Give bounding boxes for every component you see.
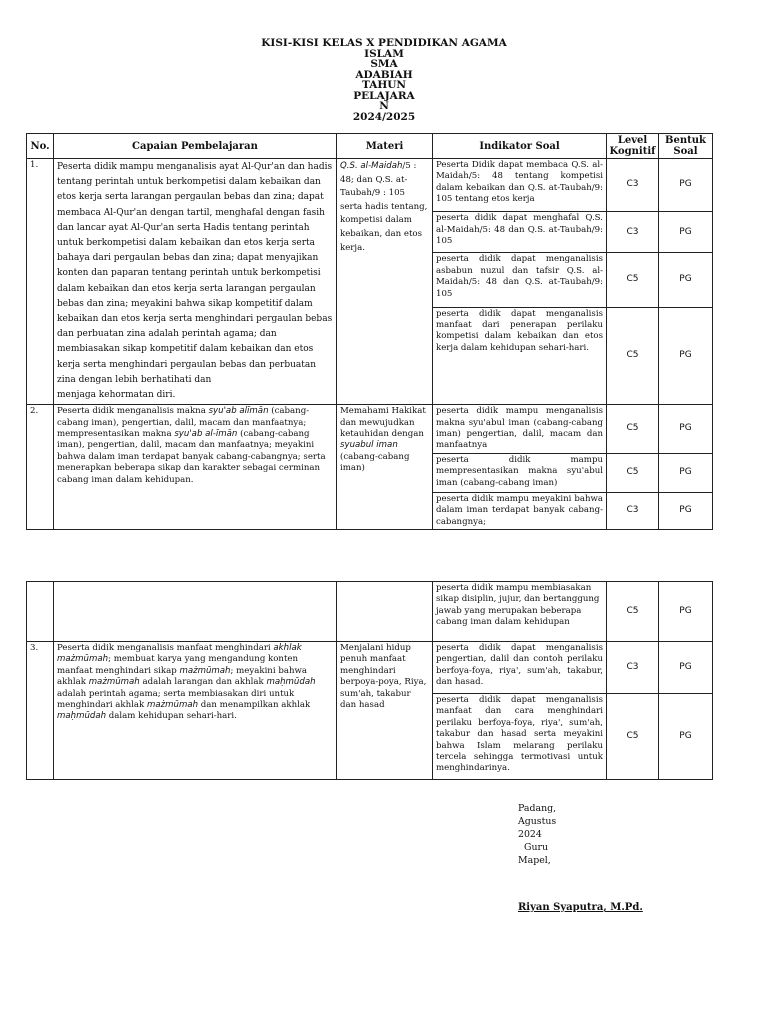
capaian-term: mażmūmah [88,677,140,688]
indikator-text-end: cabang iman dalam kehidupan [436,617,570,628]
title-line: ISLAM [364,47,404,60]
table-row [27,159,713,212]
capaian-text: adalah perintah agama; serta membiasakan diri untuk menghindari akhlak [57,688,295,711]
materi-cell [337,405,433,530]
signature-month: Agustus [518,816,557,827]
level-cell: C3 [607,159,659,212]
table-row [27,582,713,642]
capaian-term: maḥmūdah [57,711,107,722]
table-row [27,405,713,454]
indikator-cell: peserta didik dapat menghafal Q.S. al-Maidah/5: 48 dan Q.S. at-Taubah/9: 105 [433,212,607,253]
capaian-text: ; membuat karya yang mengandung konten manfaat menghindari sikap [57,654,299,676]
level-cell: C5 [607,405,659,454]
capaian-text: ; meyakini bahwa akhlak [57,665,307,688]
title-line: KISI-KISI KELAS X PENDIDIKAN AGAMA [261,37,507,49]
materi-cell-empty [337,582,433,642]
indikator-cell: peserta didik dapat menganalisis pengertian, dalil dan contoh perilaku berfoya-foya, riya', sum'ah, takabur, dan hasad. [433,642,607,694]
capaian-text: (cabang-cabang iman), pengertian, dalil, macam dan manfaatnya; mempresentasikan makna [57,406,310,440]
kisi-kisi-table [26,133,713,530]
materi-text: (cabang-cabang iman) [340,451,410,474]
capaian-text: adalah larangan dan akhlak [139,677,267,688]
table-row [27,642,713,694]
row-number: 1. [27,159,54,405]
title-line: PELAJARA [353,89,415,102]
capaian-text: (cabang-cabang iman), pengertian, dalil, macam dan manfaatnya; meyakini bahwa dalam iman terdapat banyak cabang-cabangnya; serta menerapkan beberapa sikap dan karakter sebagai cerminan cabang iman dalam kehidupan. [57,429,326,485]
signature-year: 2024 [518,829,542,840]
bentuk-cell: PG [659,492,713,529]
capaian-cell [54,159,337,405]
capaian-text: Peserta didik mampu menganalisis ayat Al-Qur'an dan hadis tentang perintah untuk berkompetisi dalam kebaikan dan etos kerja serta larangan pergaulan bebas dan zina; dapat membaca Al-Qur'an dengan tartil, menghafal dengan fasih dan lancar ayat Al-Qur'an serta Hadis tentang perintah untuk berkompetisi dalam kebaikan dan etos kerja serta bahaya dari pergaulan bebas dan zina; dapat menyajikan konten dan paparan tentang perintah untuk berkompetisi dalam kebaikan dan etos kerja serta larangan pergaulan bebas dan zina; meyakini bahwa sikap kompetitif dalam kebaikan dan etos kerja serta menghindari pergaulan bebas dan perbuatan zina adalah perintah agama; dan membiasakan sikap kompetitif dalam kebaikan dan etos kerja serta menghindari pergaulan bebas dan perbuatan zina dengan lebih berhatihati dan [57,162,333,385]
header-no: No. [27,134,54,159]
capaian-text: dalam kehidupan sehari-hari. [106,711,237,722]
bentuk-cell: PG [659,212,713,253]
title-line: TAHUN [361,79,407,91]
indikator-cell: peserta didik mampu meyakini bahwa dalam iman terdapat banyak cabang-cabangnya; [433,492,607,529]
level-cell: C5 [607,582,659,642]
level-cell: C3 [607,212,659,253]
capaian-term: maḥmūdah [266,677,316,688]
signer-name: Riyan Syaputra, M.Pd. [518,902,643,913]
indikator-cell: peserta didik dapat menganalisis manfaat dari penerapan perilaku kompetisi dalam kebaikan dan etos kerja dalam kehidupan sehari-hari. [433,307,607,405]
indikator-cell: peserta didik dapat menganalisis manfaat dan cara menghindari perilaku berfoya-foya, riya', sum'ah, takabur dan hasad serta meyakini bahwa Islam melarang perilaku tercela sehingga termotivasi untuk menghindarinya. [433,694,607,780]
row-number-empty [27,582,54,642]
indikator-cell: peserta didik mampu menganalisis makna syu'abul iman (cabang-cabang iman) pengertian, dalil, macam dan manfaatnya [433,405,607,454]
document-title [0,38,768,122]
header-level: Level Kognitif [607,134,659,159]
indikator-cell [433,582,607,642]
row-number: 2. [27,405,54,530]
level-cell: C5 [607,453,659,492]
header-indikator: Indikator Soal [433,134,607,159]
kisi-kisi-table-continued [26,581,713,780]
materi-italic: Q.S. al-Maidah [340,161,403,171]
bentuk-cell: PG [659,405,713,454]
bentuk-cell: PG [659,453,713,492]
level-cell: C5 [607,253,659,307]
bentuk-cell: PG [659,253,713,307]
row-number: 3. [27,642,54,780]
capaian-cell [54,405,337,530]
materi-text: Memahami Hakikat dan mewujudkan ketauhidan dengan [340,406,426,440]
capaian-cell-empty [54,582,337,642]
header-bentuk: Bentuk Soal [659,134,713,159]
indikator-cell: peserta didik mampu mempresentasikan makna syu'abul iman (cabang-cabang iman) [433,453,607,492]
materi-cell: Menjalani hidup penuh manfaat menghindari berpoya-poya, Riya, sum'ah, takabur dan hasad [337,642,433,780]
level-cell: C3 [607,492,659,529]
signature-block [518,802,556,867]
capaian-text: Peserta didik menganalisis manfaat menghindari [57,643,274,653]
bentuk-cell: PG [659,694,713,780]
materi-text: /5 : 48; dan Q.S. at- Taubah/9 : 105 serta hadis tentang, kompetisi dalam kebaikan, dan etos kerja. [340,161,428,253]
bentuk-cell: PG [659,582,713,642]
capaian-term: mażmūmah [146,700,199,711]
level-cell: C5 [607,694,659,780]
bentuk-cell: PG [659,159,713,212]
header-materi: Materi [337,134,433,159]
title-line: SMA [370,58,398,70]
signature-role-2: Mapel, [518,855,551,866]
table-header-row [27,134,713,159]
capaian-term: mażmūmah [179,665,231,676]
title-line: ADABIAH [355,68,413,81]
capaian-term: syu'ab al-īmān [174,429,238,440]
capaian-text: dan menampilkan akhlak [198,700,311,711]
indikator-cell: Peserta Didik dapat membaca Q.S. al- Maidah/5: 48 tentang kompetisi dalam kebaikan dan Q.S. at-Taubah/9: 105 tentang etos kerja [433,159,607,212]
level-cell: C3 [607,642,659,694]
header-capaian: Capaian Pembelajaran [54,134,337,159]
title-line: N [379,100,389,112]
title-line: 2024/2025 [352,110,416,123]
bentuk-cell: PG [659,642,713,694]
signature-place: Padang, [518,803,557,814]
materi-term: syuabul iman [340,440,398,451]
level-cell: C5 [607,307,659,405]
materi-cell [337,159,433,405]
bentuk-cell: PG [659,307,713,405]
indikator-text: peserta didik mampu membiasakan sikap disiplin, jujur, dan bertanggung jawab yang merupakan beberapa [436,583,600,616]
capaian-text-end: menjaga kehormatan diri. [57,390,176,401]
capaian-text: Peserta didik menganalisis makna [57,406,209,417]
indikator-cell: peserta didik dapat menganalisis asbabun nuzul dan tafsir Q.S. al-Maidah/5: 48 dan Q.S. at-Taubah/9: 105 [433,253,607,307]
capaian-term: akhlak mażmūmah [57,643,302,665]
capaian-cell [54,642,337,780]
capaian-term: syu'ab alīmān [208,406,269,417]
signature-role: Guru [524,842,549,853]
